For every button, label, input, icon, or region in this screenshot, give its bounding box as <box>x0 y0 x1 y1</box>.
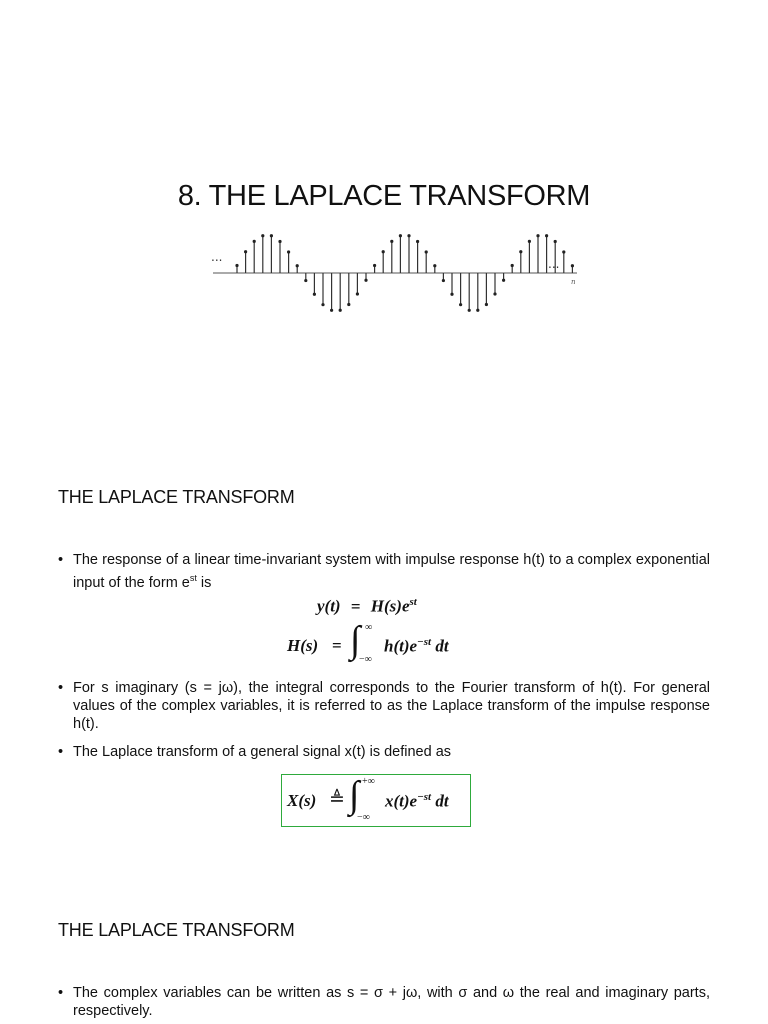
signal-sample-point <box>571 264 574 267</box>
signal-sample-point <box>339 309 342 312</box>
bullet-dot: • <box>58 744 64 760</box>
bullet-dot: • <box>58 985 64 1001</box>
signal-sample-point <box>519 250 522 253</box>
equation-transfer-function: H(s) = ∫ ∞ −∞ $h(t)e^{-st}$ dt <box>287 619 449 665</box>
equation-laplace-definition: X(s) ≜ ∫ +∞ −∞ $x(t)e^{-st}$ dt <box>287 774 449 823</box>
signal-sample-point <box>373 264 376 267</box>
signal-sample-point <box>536 234 539 237</box>
signal-sample-point <box>407 234 410 237</box>
signal-sample-point <box>347 303 350 306</box>
signal-sample-point <box>442 279 445 282</box>
signal-sample-point <box>330 309 333 312</box>
signal-sample-point <box>511 264 514 267</box>
signal-sample-point <box>244 250 247 253</box>
signal-sample-point <box>493 292 496 295</box>
signal-sample-point <box>356 292 359 295</box>
signal-sample-point <box>545 234 548 237</box>
bullet-fourier: • For s imaginary (s = jω), the integral corresponds to the Fourier transform of h(t). For general values of the complex variables, it is referred to as the Laplace transform of the impulse response h(t). <box>58 680 710 732</box>
section-heading-2: THE LAPLACE TRANSFORM <box>58 920 295 940</box>
page-title: 8. THE LAPLACE TRANSFORM <box>177 180 591 212</box>
signal-sample-point <box>425 250 428 253</box>
bullet-response: • The response of a linear time-invariant system with impulse response h(t) to a complex exponential input of the form $e^{st}$ is <box>58 552 710 591</box>
signal-sample-point <box>468 309 471 312</box>
equation-output: $y(t) = H(s)e^{st}$ <box>317 596 417 616</box>
signal-sample-point <box>382 250 385 253</box>
signal-sample-point <box>450 293 453 296</box>
bullet-complex-variable: • The complex variables can be written as s = σ + jω, with σ and ω the real and imaginary parts, respectively. <box>58 985 710 1019</box>
signal-sample-point <box>433 264 436 267</box>
signal-sample-point <box>485 303 488 306</box>
signal-ellipsis-left: ... <box>211 250 223 264</box>
integral-sign: ∫ <box>350 619 361 661</box>
signal-sample-point <box>390 240 393 243</box>
signal-sample-point <box>364 279 367 282</box>
bullet-dot: • <box>58 552 64 568</box>
signal-sample-point <box>502 279 505 282</box>
signal-sample-point <box>562 250 565 253</box>
bullet-general-signal: • The Laplace transform of a general signal x(t) is defined as <box>58 744 452 760</box>
signal-sample-point <box>416 240 419 243</box>
signal-sample-point <box>554 240 557 243</box>
signal-sample-point <box>304 279 307 282</box>
signal-sample-point <box>459 303 462 306</box>
signal-sample-point <box>399 234 402 237</box>
signal-sample-point <box>261 234 264 237</box>
section-heading-1: THE LAPLACE TRANSFORM <box>58 487 295 507</box>
signal-sample-point <box>287 250 290 253</box>
signal-ellipsis-right: ... <box>548 257 560 271</box>
integral-sign: ∫ <box>349 774 360 816</box>
signal-sample-point <box>313 293 316 296</box>
discrete-signal-figure <box>205 228 585 318</box>
signal-sample-point <box>253 240 256 243</box>
signal-sample-point <box>278 240 281 243</box>
signal-sample-point <box>235 264 238 267</box>
signal-axis-label: n <box>571 278 576 286</box>
signal-sample-point <box>528 240 531 243</box>
signal-sample-point <box>476 309 479 312</box>
signal-sample-point <box>321 303 324 306</box>
signal-sample-point <box>270 234 273 237</box>
bullet-dot: • <box>58 680 64 696</box>
signal-sample-point <box>296 264 299 267</box>
